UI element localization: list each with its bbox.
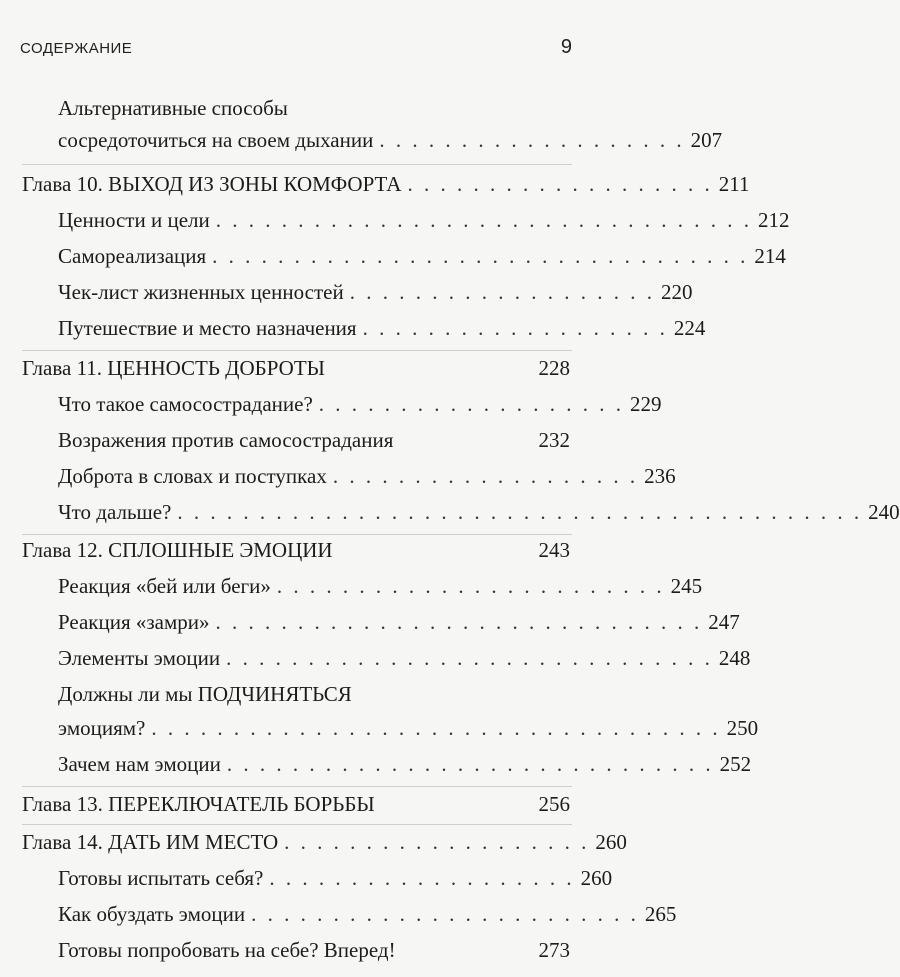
toc-entry-page: 260 xyxy=(595,830,627,854)
toc-entry-page: 214 xyxy=(754,244,786,268)
toc-entry-section xyxy=(58,936,570,964)
toc-entry-page: 247 xyxy=(708,610,740,634)
leader-dots: . . . . . . . . . . . . . . . . . . . . . . . . . . . . . . . . . . . . . . . . . . xyxy=(177,500,863,524)
toc-entry-chapter xyxy=(22,354,570,382)
toc-entry-label: Возражения против самосострадания xyxy=(58,428,394,452)
toc-entry-chapter xyxy=(22,828,627,856)
toc-entry-section xyxy=(58,462,676,490)
toc-entry-section xyxy=(58,750,752,778)
toc-entry-page: 236 xyxy=(644,464,676,488)
toc-entry-label: Должны ли мы ПОДЧИНЯТЬСЯ xyxy=(58,682,352,706)
divider xyxy=(22,164,572,165)
toc-entry-section xyxy=(58,206,790,234)
toc-entry-page: 229 xyxy=(630,392,662,416)
page-number: 9 xyxy=(560,36,572,58)
divider xyxy=(22,350,572,351)
toc-entry-page: 243 xyxy=(538,538,570,562)
toc-entry-page: 260 xyxy=(580,866,613,890)
toc-entry-chapter xyxy=(22,170,750,198)
leader-dots xyxy=(339,536,533,564)
toc-entry-page: 211 xyxy=(718,172,750,196)
toc-entry-label: Готовы попробовать на себе? Вперед! xyxy=(58,938,396,962)
toc-entry-label: Глава 12. СПЛОШНЫЕ ЭМОЦИИ xyxy=(22,538,333,562)
leader-dots: . . . . . . . . . . . . . . . . . . . xyxy=(318,392,625,416)
leader-dots: . . . . . . . . . . . . . . . . . . . xyxy=(362,316,668,340)
toc-entry-label: Реакция «замри» xyxy=(58,610,210,634)
leader-dots: . . . . . . . . . . . . . . . . . . . xyxy=(269,866,575,890)
toc-entry-label: Путешествие и место назначения xyxy=(58,316,357,340)
toc-entry-label: Что такое самосострадание? xyxy=(58,392,313,416)
toc-entry-section xyxy=(58,426,570,454)
leader-dots: . . . . . . . . . . . . . . . . . . . . . . . . . . . . . . xyxy=(215,610,703,634)
toc-entry-label: Ценности и цели xyxy=(58,208,210,232)
leader-dots: . . . . . . . . . . . . . . . . . . . . . . . . . . . . . . xyxy=(226,646,713,670)
leader-dots: . . . . . . . . . . . . . . . . . . . xyxy=(379,128,685,152)
toc-entry-section xyxy=(58,498,900,526)
divider xyxy=(22,824,572,825)
toc-entry-section xyxy=(58,242,786,270)
toc-entry-label: Зачем нам эмоции xyxy=(58,752,221,776)
leader-dots: . . . . . . . . . . . . . . . . . . . . . . . . . . . . . . xyxy=(226,752,714,776)
leader-dots: . . . . . . . . . . . . . . . . . . . xyxy=(349,280,655,304)
toc-entry-page: 265 xyxy=(644,902,677,926)
leader-dots: . . . . . . . . . . . . . . . . . . . xyxy=(407,172,713,196)
toc-entry-page: 240 xyxy=(868,500,900,524)
leader-dots xyxy=(402,936,533,964)
leader-dots: . . . . . . . . . . . . . . . . . . . xyxy=(284,830,590,854)
page-header xyxy=(20,36,572,59)
leader-dots: . . . . . . . . . . . . . . . . . . . . . . . . . . . . . . . . . xyxy=(212,244,749,268)
toc-entry-label: Альтернативные способы xyxy=(58,96,288,120)
leader-dots xyxy=(399,426,532,454)
toc-entry-label: Элементы эмоции xyxy=(58,646,221,670)
toc-entry-page: 250 xyxy=(726,716,759,740)
toc-entry-page: 273 xyxy=(538,938,570,962)
toc-entry-label: Чек-лист жизненных ценностей xyxy=(58,280,344,304)
toc-entry-section xyxy=(58,608,740,636)
toc-entry-section xyxy=(58,390,662,418)
leader-dots: . . . . . . . . . . . . . . . . . . . . . . . . xyxy=(276,574,665,598)
leader-dots: . . . . . . . . . . . . . . . . . . . xyxy=(332,464,639,488)
toc-entry-page: 228 xyxy=(538,356,570,380)
running-head: СОДЕРЖАНИЕ xyxy=(20,40,133,57)
toc-entry-label: Глава 14. ДАТЬ ИМ МЕСТО xyxy=(22,830,279,854)
toc-entry-label-continued: сосредоточиться на своем дыхании xyxy=(58,128,374,152)
toc-entry-page: 207 xyxy=(690,128,723,152)
toc-entry-section xyxy=(58,864,613,892)
toc-entry-chapter xyxy=(22,536,570,564)
toc-entry-label: Доброта в словах и поступках xyxy=(58,464,327,488)
toc-entry-page: 232 xyxy=(538,428,570,452)
toc-entry-label: Как обуздать эмоции xyxy=(58,902,246,926)
toc-entry-label: Глава 11. ЦЕННОСТЬ ДОБРОТЫ xyxy=(22,356,325,380)
toc-entry-page: 224 xyxy=(673,316,706,340)
toc-entry-label: Глава 10. ВЫХОД ИЗ ЗОНЫ КОМФОРТА xyxy=(22,172,402,196)
toc-entry-page: 220 xyxy=(660,280,693,304)
toc-entry-section xyxy=(58,572,703,600)
toc-entry-label: Что дальше? xyxy=(58,500,172,524)
toc-entry-page: 212 xyxy=(758,208,790,232)
toc-entry-label-continued: эмоциям? xyxy=(58,716,146,740)
leader-dots xyxy=(331,354,533,382)
toc-entry-page: 248 xyxy=(718,646,751,670)
toc-entry-page: 245 xyxy=(670,574,703,598)
toc-entry-label: Готовы испытать себя? xyxy=(58,866,264,890)
toc-entry-page: 256 xyxy=(538,792,570,816)
toc-entry-section xyxy=(58,644,751,672)
leader-dots: . . . . . . . . . . . . . . . . . . . . . . . . xyxy=(251,902,639,926)
divider xyxy=(22,534,572,535)
toc-entry-section xyxy=(58,278,693,306)
toc-entry-section xyxy=(58,94,723,154)
toc-entry-section xyxy=(58,680,759,742)
divider xyxy=(22,786,572,787)
leader-dots: . . . . . . . . . . . . . . . . . . . . . . . . . . . . . . . . . . . xyxy=(151,716,721,740)
toc-entry-label: Реакция «бей или беги» xyxy=(58,574,271,598)
leader-dots: . . . . . . . . . . . . . . . . . . . . . . . . . . . . . . . . . xyxy=(215,208,752,232)
toc-entry-page: 252 xyxy=(719,752,752,776)
toc-entry-section xyxy=(58,900,677,928)
toc-entry-label: Глава 13. ПЕРЕКЛЮЧАТЕЛЬ БОРЬБЫ xyxy=(22,792,375,816)
leader-dots xyxy=(381,790,533,818)
toc-entry-chapter xyxy=(22,790,570,818)
toc-entry-label: Самореализация xyxy=(58,244,207,268)
toc-entry-section xyxy=(58,314,706,342)
